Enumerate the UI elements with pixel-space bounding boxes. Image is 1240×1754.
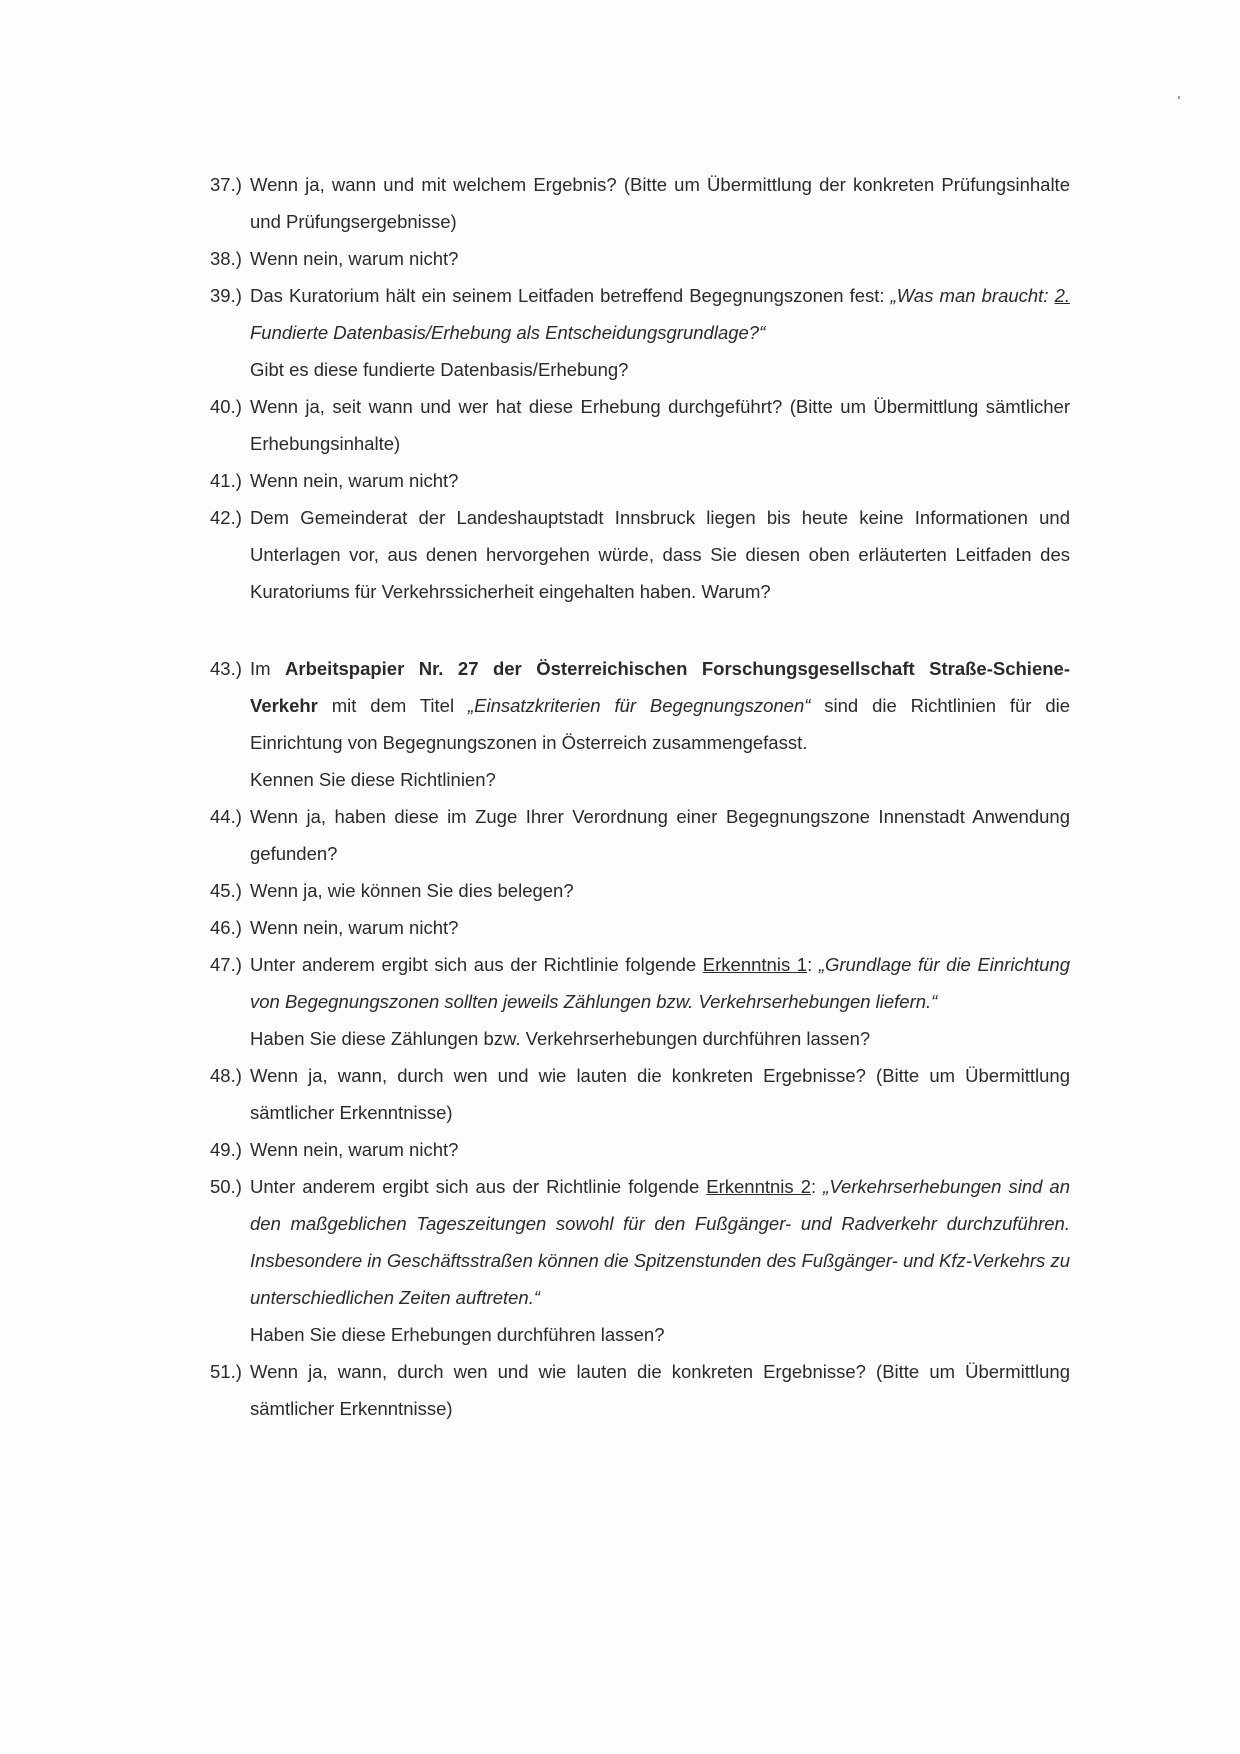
question-number: 44.) bbox=[210, 806, 242, 827]
question-47 bbox=[210, 946, 1070, 1020]
question-number: 50.) bbox=[210, 1176, 242, 1197]
finding-colon: : bbox=[807, 954, 819, 975]
finding-quote: „Grundlage für die Einrichtung von Begegnungszonen sollten jeweils Zählungen bzw. Verkehrserhebungen liefern.“ bbox=[250, 954, 1070, 1012]
question-number: 42.) bbox=[210, 507, 242, 528]
question-lead: Im bbox=[250, 658, 286, 679]
question-mid: mit dem Titel bbox=[317, 695, 468, 716]
question-48 bbox=[210, 1057, 1070, 1131]
question-50-followup: Haben Sie diese Erhebungen durchführen lassen? bbox=[250, 1324, 665, 1345]
question-number: 37.) bbox=[210, 174, 242, 195]
finding-quote: „Verkehrserhebungen sind an den maßgeblichen Tageszeitungen sowohl für den Fußgänger- und Radverkehr durchzuführen. Insbesondere in Geschäftsstraßen können die Spitzenstunden des Fußgänger- und Kfz-Verkehrs zu unterschiedlichen Zeiten auftreten.“ bbox=[250, 1176, 1071, 1308]
question-text: Wenn ja, wann und mit welchem Ergebnis? (Bitte um Übermittlung der konkreten Prüfungsinhalte und Prüfungsergebnisse) bbox=[250, 174, 1070, 232]
question-text: Wenn nein, warum nicht? bbox=[250, 917, 459, 938]
question-number: 40.) bbox=[210, 396, 242, 417]
scan-speck bbox=[1178, 96, 1180, 99]
question-lead: Unter anderem ergibt sich aus der Richtlinie folgende bbox=[250, 1176, 707, 1197]
finding-colon: : bbox=[811, 1176, 824, 1197]
question-list bbox=[210, 166, 1070, 1427]
question-40 bbox=[210, 388, 1070, 462]
quote-rest: Fundierte Datenbasis/Erhebung als Entscheidungsgrundlage?“ bbox=[250, 322, 766, 343]
question-45 bbox=[210, 872, 1070, 909]
question-number: 38.) bbox=[210, 248, 242, 269]
paper-reference: Arbeitspapier Nr. 27 der Österreichischen Forschungsgesellschaft Straße-Schiene-Verkehr bbox=[250, 658, 1070, 716]
question-text: Wenn ja, wann, durch wen und wie lauten die konkreten Ergebnisse? (Bitte um Übermittlung sämtlicher Erkenntnisse) bbox=[250, 1065, 1070, 1123]
question-text: Wenn ja, seit wann und wer hat diese Erhebung durchgeführt? (Bitte um Übermittlung sämtlicher Erhebungsinhalte) bbox=[250, 396, 1070, 454]
question-42 bbox=[210, 499, 1070, 610]
question-text: Wenn ja, haben diese im Zuge Ihrer Verordnung einer Begegnungszone Innenstadt Anwendung gefunden? bbox=[250, 806, 1070, 864]
question-47-followup: Haben Sie diese Zählungen bzw. Verkehrserhebungen durchführen lassen? bbox=[250, 1028, 871, 1049]
question-rest: sind die Richtlinien für die Einrichtung von Begegnungszonen in Österreich zusammengefasst. bbox=[250, 695, 1071, 753]
question-number: 43.) bbox=[210, 658, 242, 679]
question-46 bbox=[210, 909, 1070, 946]
question-49 bbox=[210, 1131, 1070, 1168]
question-37 bbox=[210, 166, 1070, 240]
question-lead: Unter anderem ergibt sich aus der Richtlinie folgende bbox=[250, 954, 703, 975]
question-number: 41.) bbox=[210, 470, 242, 491]
paper-title: „Einsatzkriterien für Begegnungszonen“ bbox=[467, 695, 811, 716]
question-39 bbox=[210, 277, 1070, 351]
question-number: 39.) bbox=[210, 285, 242, 306]
question-lead: Das Kuratorium hält ein seinem Leitfaden betreffend Begegnungszonen fest: bbox=[250, 285, 891, 306]
question-text: Dem Gemeinderat der Landeshauptstadt Innsbruck liegen bis heute keine Informationen und Unterlagen vor, aus denen hervorgehen würde, dass Sie diesen oben erläuterten Leitfaden des Kuratoriums für Verkehrssicherheit eingehalten haben. Warum? bbox=[250, 507, 1070, 602]
question-39-followup: Gibt es diese fundierte Datenbasis/Erhebung? bbox=[250, 359, 629, 380]
finding-label: Erkenntnis 1 bbox=[702, 954, 808, 975]
question-number: 49.) bbox=[210, 1139, 242, 1160]
question-38 bbox=[210, 240, 1070, 277]
question-number: 45.) bbox=[210, 880, 242, 901]
question-text: Wenn nein, warum nicht? bbox=[250, 1139, 459, 1160]
finding-label: Erkenntnis 2 bbox=[706, 1176, 811, 1197]
question-41 bbox=[210, 462, 1070, 499]
question-number: 46.) bbox=[210, 917, 242, 938]
question-44 bbox=[210, 798, 1070, 872]
question-43-followup: Kennen Sie diese Richtlinien? bbox=[250, 769, 496, 790]
question-text: Wenn ja, wann, durch wen und wie lauten die konkreten Ergebnisse? (Bitte um Übermittlung sämtlicher Erkenntnisse) bbox=[250, 1361, 1070, 1419]
quote-open: „Was man braucht: bbox=[890, 285, 1055, 306]
question-text: Wenn ja, wie können Sie dies belegen? bbox=[250, 880, 574, 901]
question-number: 48.) bbox=[210, 1065, 242, 1086]
question-number: 47.) bbox=[210, 954, 242, 975]
question-number: 51.) bbox=[210, 1361, 242, 1382]
quote-number: 2. bbox=[1054, 285, 1070, 306]
question-text: Wenn nein, warum nicht? bbox=[250, 248, 459, 269]
question-51 bbox=[210, 1353, 1070, 1427]
question-50 bbox=[210, 1168, 1070, 1316]
question-43 bbox=[210, 650, 1070, 761]
section-gap bbox=[210, 610, 1070, 650]
question-text: Wenn nein, warum nicht? bbox=[250, 470, 459, 491]
